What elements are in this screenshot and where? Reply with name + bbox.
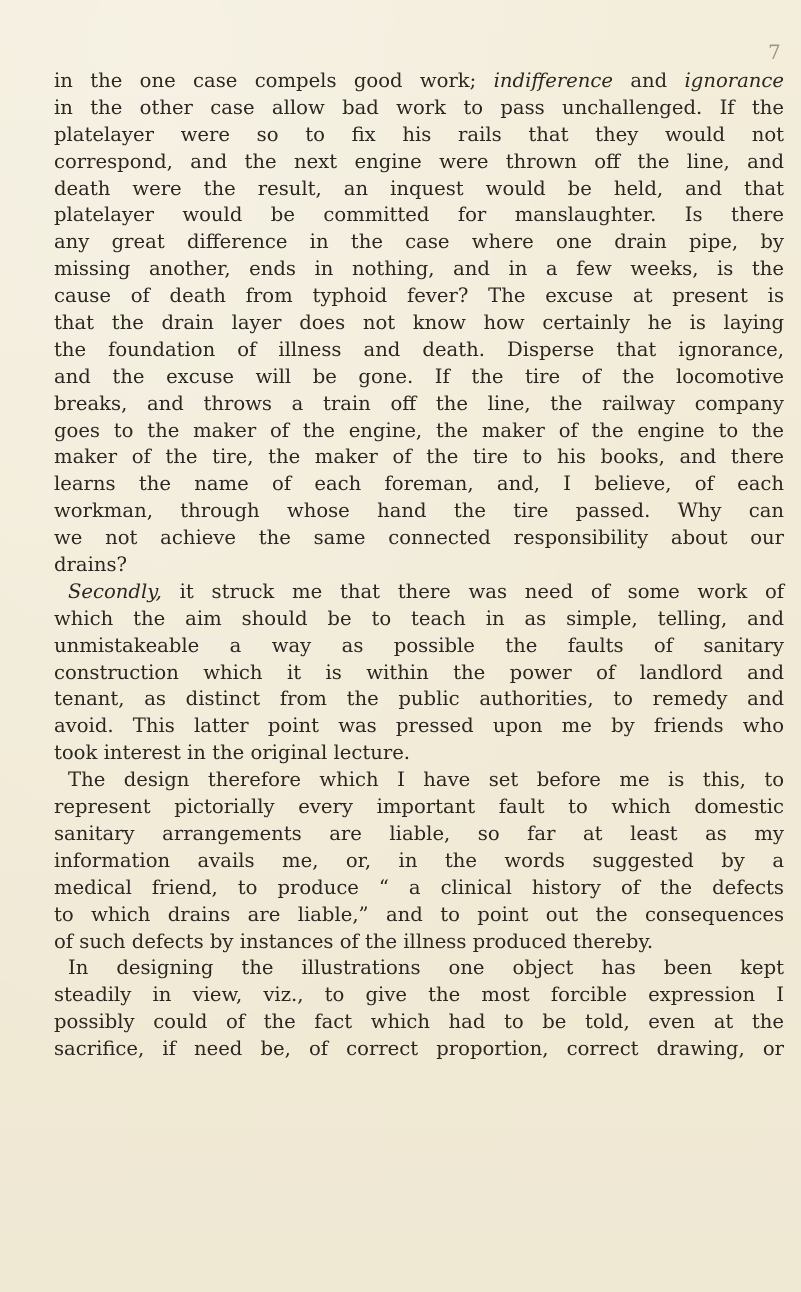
text-line — [54, 95, 784, 122]
text-run: the foundation of illness and death. Disperse that ignorance, — [54, 337, 784, 361]
text-run: sanitary arrangements are liable, so far at least as my — [54, 821, 784, 845]
text-line — [54, 149, 784, 176]
text-line — [54, 68, 784, 95]
text-run: which the aim should be to teach in as simple, telling, and — [54, 606, 784, 630]
text-line — [54, 364, 784, 391]
text-run: platelayer would be committed for manslaughter. Is there — [54, 203, 784, 227]
body-text — [54, 68, 784, 1063]
text-run: tenant, as distinct from the public authorities, to remedy and — [54, 687, 784, 711]
text-line — [54, 982, 784, 1009]
text-line — [54, 606, 784, 633]
text-line — [54, 875, 784, 902]
text-run: drains? — [54, 553, 128, 577]
text-run: took interest in the original lecture. — [54, 741, 411, 765]
text-line — [54, 444, 784, 471]
text-line — [54, 713, 784, 740]
text-line — [54, 337, 784, 364]
text-line — [54, 202, 784, 229]
page-number: 7 — [768, 40, 781, 64]
text-run: goes to the maker of the engine, the maker of the engine to the — [54, 418, 784, 442]
text-line — [54, 418, 784, 445]
text-run: death were the result, an inquest would be held, and that — [54, 176, 784, 200]
text-line — [54, 740, 784, 767]
text-run: information avails me, or, in the words suggested by a — [54, 848, 784, 872]
text-run: breaks, and throws a train off the line, the railway company — [54, 391, 784, 415]
text-run: possibly could of the fact which had to be told, even at the — [54, 1010, 784, 1034]
text-line — [54, 929, 784, 956]
text-run: construction which it is within the power of landlord and — [54, 660, 784, 684]
text-run: correspond, and the next engine were thrown off the line, and — [54, 149, 784, 173]
text-line — [54, 633, 784, 660]
text-run: sacrifice, if need be, of correct proportion, correct drawing, or — [54, 1037, 784, 1061]
text-run: steadily in view, viz., to give the most forcible expression I — [54, 983, 784, 1007]
text-line — [54, 471, 784, 498]
text-run: to which drains are liable,” and to point out the consequences — [54, 902, 784, 926]
italic-text: indifference — [493, 69, 613, 92]
text-run: maker of the tire, the maker of the tire to his books, and there — [54, 445, 784, 469]
text-run: medical friend, to produce “ a clinical history of the defects — [54, 875, 784, 899]
italic-text: Secondly, — [68, 579, 162, 603]
text-run: and — [612, 69, 685, 92]
text-line — [54, 176, 784, 203]
text-run: The design therefore which I have set before me is this, to — [68, 768, 784, 792]
text-line — [54, 122, 784, 149]
text-run: represent pictorially every important fault to which domestic — [54, 795, 784, 819]
text-run: in the one case compels good work; — [54, 69, 494, 92]
text-line — [54, 525, 784, 552]
text-line — [54, 821, 784, 848]
text-line — [54, 552, 784, 579]
text-run: it struck me that there was need of some work of — [161, 579, 784, 603]
text-line — [54, 498, 784, 525]
text-run: In designing the illustrations one object has been kept — [68, 956, 784, 980]
text-run: of such defects by instances of the illness produced thereby. — [54, 929, 654, 953]
text-run: that the drain layer does not know how certainly he is laying — [54, 311, 784, 335]
text-line — [54, 955, 784, 982]
text-line — [54, 391, 784, 418]
text-line — [54, 579, 784, 606]
text-run: workman, through whose hand the tire passed. Why can — [54, 499, 784, 523]
text-line — [54, 686, 784, 713]
text-run: unmistakeable a way as possible the faults of sanitary — [54, 633, 784, 657]
text-line — [54, 1009, 784, 1036]
italic-text: ignorance — [684, 69, 784, 92]
text-run: platelayer were so to fix his rails that they would not — [54, 122, 784, 146]
text-run: we not achieve the same connected responsibility about our — [54, 526, 784, 550]
text-line — [54, 229, 784, 256]
text-run: in the other case allow bad work to pass unchallenged. If the — [54, 95, 784, 119]
text-line — [54, 1036, 784, 1063]
text-line — [54, 283, 784, 310]
text-line — [54, 794, 784, 821]
text-line — [54, 660, 784, 687]
text-run: learns the name of each foreman, and, I believe, of each — [54, 472, 784, 496]
text-line — [54, 256, 784, 283]
text-line — [54, 310, 784, 337]
text-line — [54, 767, 784, 794]
text-run: cause of death from typhoid fever? The excuse at present is — [54, 284, 784, 308]
text-line — [54, 848, 784, 875]
text-run: and the excuse will be gone. If the tire of the locomotive — [54, 364, 784, 388]
text-run: any great difference in the case where one drain pipe, by — [54, 230, 784, 254]
text-run: avoid. This latter point was pressed upon me by friends who — [54, 714, 784, 738]
text-line — [54, 902, 784, 929]
text-run: missing another, ends in nothing, and in a few weeks, is the — [54, 257, 784, 281]
